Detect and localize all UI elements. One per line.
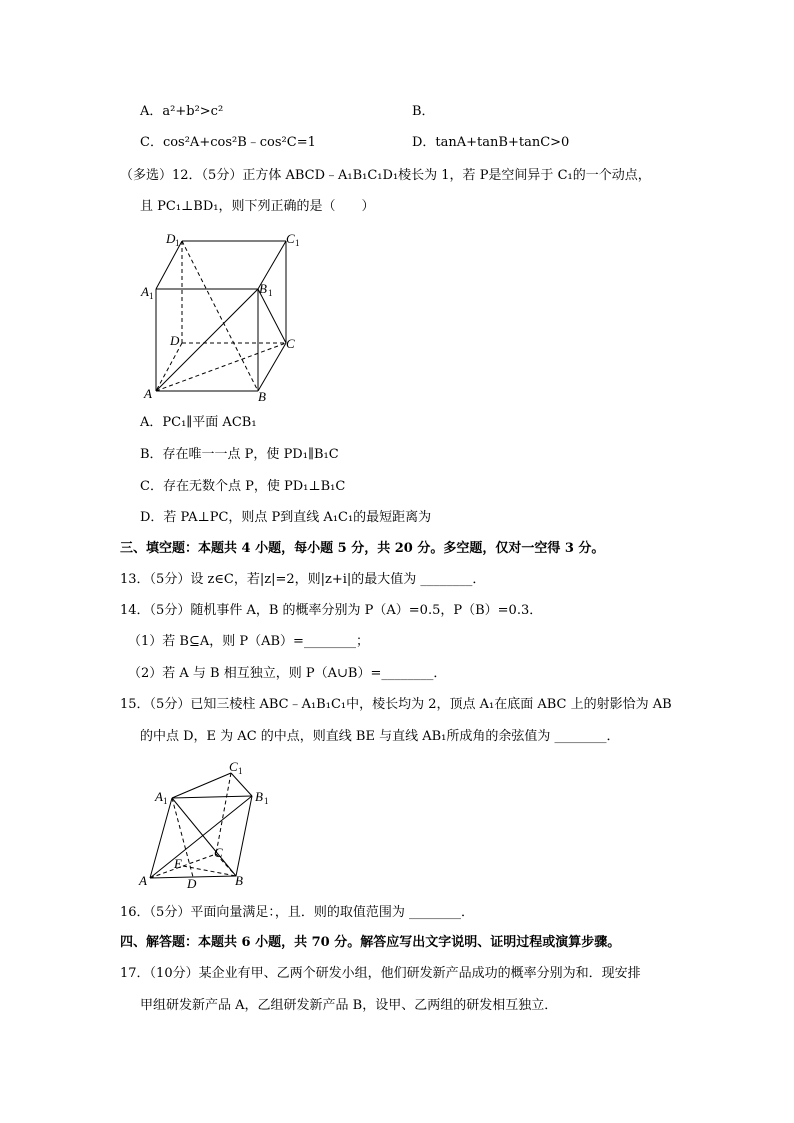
q12-option-c: C．存在无数个点 P，使 PD₁⊥B₁C <box>140 479 346 494</box>
svg-text:1: 1 <box>238 766 243 776</box>
q17-line2: 甲组研发新产品 A，乙组研发新产品 B，设甲、乙两组的研发相互独立． <box>140 998 558 1013</box>
q12-option-a: A．PC₁∥平面 ACB₁ <box>140 415 257 430</box>
hidden-edge-da <box>156 343 182 391</box>
q11-option-a: A．a²+b²>c² <box>140 104 224 119</box>
label-d: D <box>170 333 180 348</box>
q11-option-c: C．cos²A+cos²B﹣cos²C=1 <box>140 135 316 150</box>
q16-text: 16．（5分）平面向量满足：，且．则的取值范围为 ________． <box>120 905 474 920</box>
q11-option-b: B． <box>412 104 435 119</box>
q15-line2: 的中点 D，E 为 AC 的中点，则直线 BE 与直线 AB₁所成角的余弦值为 ________． <box>140 729 620 744</box>
label-b: B <box>235 873 243 888</box>
label-a: A <box>139 873 147 888</box>
label-d1: D <box>166 231 176 246</box>
svg-text:1: 1 <box>268 288 273 298</box>
label-b1: B <box>259 281 267 296</box>
label-e: E <box>174 856 182 871</box>
edge-cb <box>258 343 286 391</box>
edge-a1c1 <box>172 773 231 798</box>
svg-text:1: 1 <box>295 238 300 248</box>
prism-figure <box>136 758 276 890</box>
q14-part2: （2）若 A 与 B 相互独立，则 P（A∪B）=________． <box>128 666 447 681</box>
edge-a1b1 <box>172 796 252 798</box>
label-b: B <box>258 389 266 404</box>
hidden-diag-d1b <box>182 241 258 391</box>
label-c: C <box>286 336 295 351</box>
q12-stem-line2: 且 PC₁⊥BD₁，则下列正确的是（ ） <box>140 199 375 214</box>
label-a1: A <box>141 284 149 299</box>
label-c1: C <box>286 231 295 246</box>
q12-stem-line1: （多选）12．（5分）正方体 ABCD﹣A₁B₁C₁D₁棱长为 1，若 P是空间异于 C₁的一个动点， <box>120 168 651 183</box>
edge-a1d1 <box>156 241 182 289</box>
q14-stem: 14．（5分）随机事件 A，B 的概率分别为 P（A）=0.5，P（B）=0.3． <box>120 603 543 618</box>
q12-option-d: D．若 PA⊥PC，则点 P到直线 A₁C₁的最短距离为 <box>140 510 432 525</box>
svg-text:1: 1 <box>175 238 180 248</box>
label-c1: C <box>229 759 238 774</box>
label-b1: B <box>255 789 263 804</box>
q15-line1: 15．（5分）已知三棱柱 ABC﹣A₁B₁C₁中，棱长均为 2，顶点 A₁在底面 ABC 上的射影恰为 AB <box>120 697 672 712</box>
q17-line1: 17．（10分）某企业有甲、乙两个研发小组，他们研发新产品成功的概率分别为和．现安排 <box>120 966 641 981</box>
label-d: D <box>187 876 197 890</box>
q13-text: 13．（5分）设 z∈C，若|z|=2，则|z+i|的最大值为 ________． <box>120 572 486 587</box>
q14-part1: （1）若 B⊆A，则 P（AB）=________； <box>128 634 369 649</box>
svg-text:1: 1 <box>149 291 154 301</box>
label-c: C <box>214 845 223 860</box>
label-a1: A <box>155 789 163 804</box>
edge-b1b <box>236 796 252 876</box>
svg-text:1: 1 <box>163 796 168 806</box>
q12-option-b: B．存在唯一一点 P，使 PD₁∥B₁C <box>140 447 339 462</box>
edge-a1a <box>150 798 172 878</box>
label-a: A <box>144 386 152 401</box>
svg-text:1: 1 <box>264 796 269 806</box>
segment-ab1 <box>150 796 252 878</box>
q11-option-d: D．tanA+tanB+tanC>0 <box>412 135 570 150</box>
edge-c1b1 <box>231 773 252 796</box>
hidden-diag-ac <box>156 343 286 391</box>
section4-heading: 四、解答题：本题共 6 小题，共 70 分。解答应写出文字说明、证明过程或演算步骤。 <box>120 935 621 950</box>
section3-heading: 三、填空题：本题共 4 小题，每小题 5 分，共 20 分。多空题，仅对一空得 3 分。 <box>120 541 605 556</box>
cube-figure <box>138 228 308 408</box>
hidden-edge-c1c <box>216 773 231 854</box>
